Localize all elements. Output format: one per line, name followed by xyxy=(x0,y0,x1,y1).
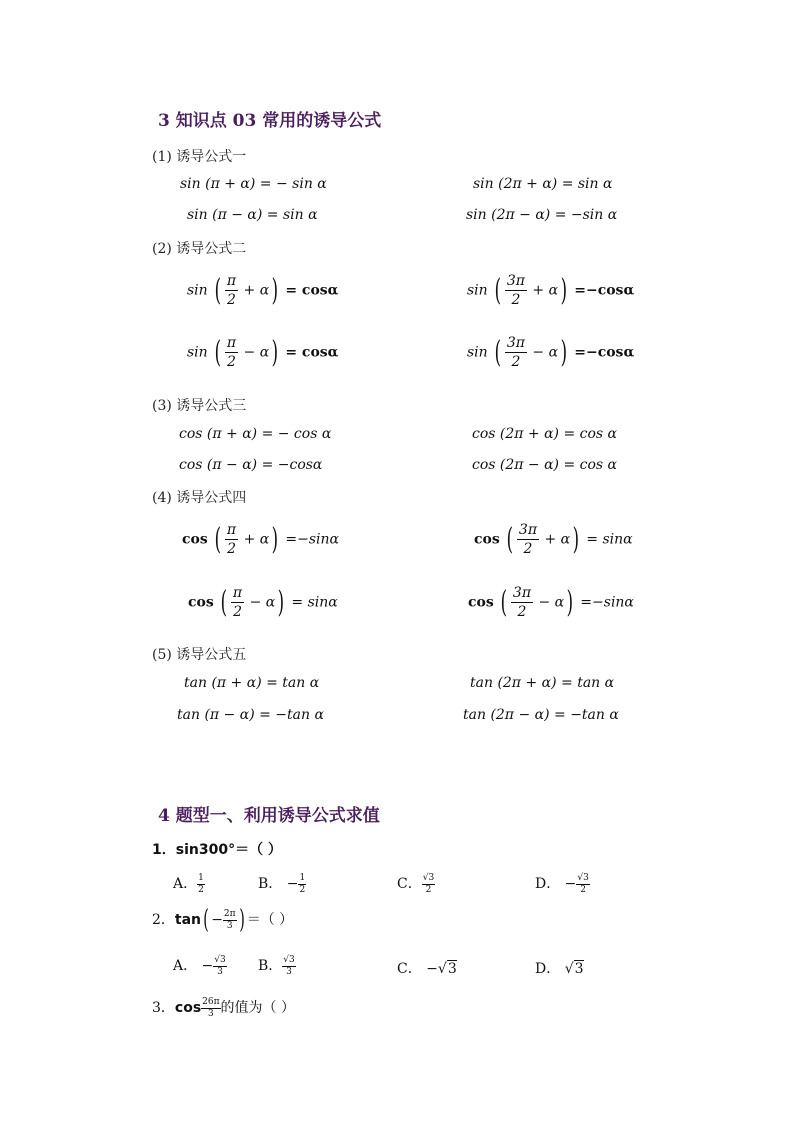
section-3-heading: 3 知识点 03 常用的诱导公式 xyxy=(158,111,382,131)
formula-2d: sin ( $\frac{3\pi}{2}$ − α) =−cosα xyxy=(467,334,635,370)
question-2-stem: 2．tan( − $\frac{2\pi}{3}$ ) ＝（ ） xyxy=(152,905,294,935)
formula-3c: cos (π − α) = −cosα xyxy=(179,457,323,473)
formula-5c: tan (π − α) = −tan α xyxy=(177,707,324,723)
formula-5a: tan (π + α) = tan α xyxy=(184,675,320,691)
formula-4d: cos ( $\frac{3\pi}{2}$ − α) =−sinα xyxy=(468,584,634,620)
formula-1c: sin (π − α) = sin α xyxy=(187,207,318,223)
fraction: $\frac{3\pi}{2}$ xyxy=(512,585,532,620)
question-1-stem: 1．sin300°＝（ ） xyxy=(152,842,282,858)
question-3-stem: 3．cos $\frac{26\pi}{3}$ 的值为（ ） xyxy=(152,996,295,1019)
fraction: $\frac{\pi}{2}$ xyxy=(226,522,237,557)
formula-1d: sin (2π − α) = −sin α xyxy=(466,207,618,223)
formula-2a: sin ( $\frac{\pi}{2}$ + α) = cosα xyxy=(187,272,339,308)
q1-option-d: D． − $\frac{√3}{2}$ xyxy=(535,872,589,895)
q2-option-b: B． $\frac{√3}{3}$ xyxy=(258,954,295,977)
fraction: $\frac{\pi}{2}$ xyxy=(226,273,237,308)
group-3-label: (3) 诱导公式三 xyxy=(152,398,247,414)
q2-option-d: D． √3 xyxy=(535,961,584,977)
formula-4b: cos ( $\frac{3\pi}{2}$ + α) = sinα xyxy=(474,521,633,557)
q2-option-a: A． − $\frac{√3}{3}$ xyxy=(173,954,226,977)
formula-2c: sin ( $\frac{\pi}{2}$ − α) = cosα xyxy=(187,334,339,370)
formula-1a: sin (π + α) = − sin α xyxy=(180,176,327,192)
fraction: $\frac{\pi}{2}$ xyxy=(226,335,237,370)
q1-option-a: A． $\frac{1}{2}$ xyxy=(173,872,204,895)
formula-1b: sin (2π + α) = sin α xyxy=(473,176,613,192)
q1-option-c: C． $\frac{√3}{2}$ xyxy=(397,872,435,895)
section-4-heading: 4 题型一、利用诱导公式求值 xyxy=(158,806,380,826)
fraction: $\frac{3\pi}{2}$ xyxy=(506,335,525,370)
formula-3a: cos (π + α) = − cos α xyxy=(179,426,332,442)
fraction: $\frac{3\pi}{2}$ xyxy=(506,273,525,308)
q2-option-c: C． −√3 xyxy=(397,961,457,977)
formula-4a: cos ( $\frac{\pi}{2}$ + α) =−sinα xyxy=(182,521,339,557)
formula-3b: cos (2π + α) = cos α xyxy=(472,426,618,442)
formula-4c: cos ( $\frac{\pi}{2}$ − α) = sinα xyxy=(188,584,338,620)
fn: sin xyxy=(187,282,208,299)
group-5-label: (5) 诱导公式五 xyxy=(152,647,247,663)
q1-option-b: B． − $\frac{1}{2}$ xyxy=(258,872,306,895)
fraction: $\frac{\pi}{2}$ xyxy=(232,585,243,620)
formula-5d: tan (2π − α) = −tan α xyxy=(463,707,619,723)
formula-3d: cos (2π − α) = cos α xyxy=(472,457,618,473)
group-2-label: (2) 诱导公式二 xyxy=(152,241,247,257)
formula-2b: sin ( $\frac{3\pi}{2}$ + α) =−cosα xyxy=(467,272,635,308)
group-1-label: (1) 诱导公式一 xyxy=(152,149,247,165)
group-4-label: (4) 诱导公式四 xyxy=(152,490,247,506)
fraction: $\frac{3\pi}{2}$ xyxy=(518,522,538,557)
formula-5b: tan (2π + α) = tan α xyxy=(470,675,615,691)
